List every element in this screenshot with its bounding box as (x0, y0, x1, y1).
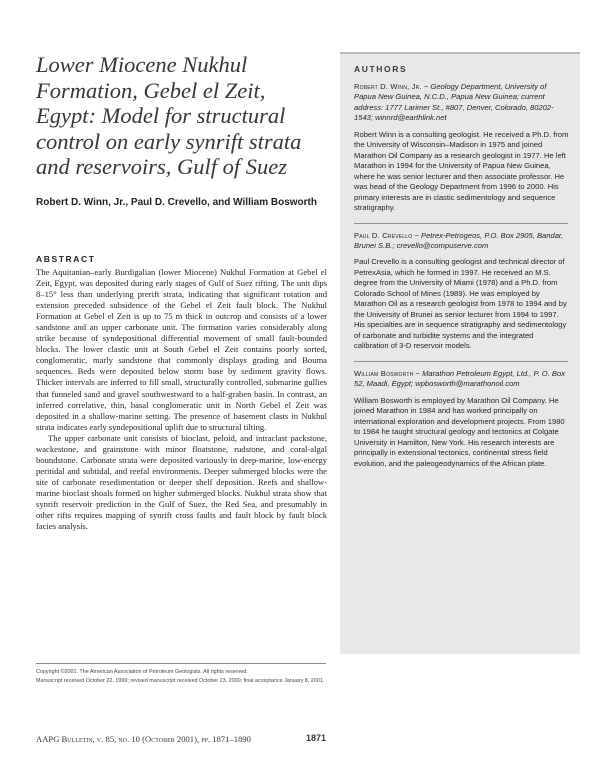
author-biography: William Bosworth is employed by Marathon Oil Company. He joined Marathon in 1984 and has worked principally on international exploration and development projects. From 1980 to 1984 he taught structural geology and tectonics at Colgate University in Hamilton, New York. His research interests are principally in extensional tectonics, continental stress field evolution, and the paleogeodynamics of the African plate. (354, 395, 565, 468)
article-title: Lower Miocene Nukhul Formation, Gebel el Zeit, Egypt: Model for structural control on early synrift strata and reservoirs, Gulf of Suez (36, 52, 302, 179)
abstract-heading: ABSTRACT (36, 254, 96, 264)
page-footer (36, 734, 326, 744)
author-name: William Bosworth (354, 368, 414, 378)
bio-divider (354, 361, 568, 362)
abstract-paragraph-2: The upper carbonate unit consists of bioclast, peloid, and intraclast packstone, wackestone, and grainstone with minor floatstone, rudstone, and coral-algal boundstone. Carbonate strata were deposited variously in deep-marine, low-energy peritidal and subtidal, and reefal environments. Deeper submerged blocks were the site of carbonate resedimentation or deeper shelf deposition. Reefs and shallow-marine bioclast shoals formed on higher submerged blocks. Nukhul strata show that synrift reservoir prediction in the Gulf of Suez, the Red Sea, and presumably in other rifts requires mapping of synrift cross faults and fault block by fault block facies analysis. (36, 432, 327, 532)
author-list: Robert D. Winn, Jr., Paul D. Crevello, and William Bosworth (36, 197, 317, 208)
bio-divider (354, 223, 568, 224)
author-bio-crevello (354, 231, 570, 352)
footnote (36, 663, 336, 686)
name-separator: ~ (412, 230, 422, 240)
footnote-rule (36, 663, 326, 664)
author-biography: Paul Crevello is a consulting geologist and technical director of PetrexAsia, which he formed in 1997. He received an M.S. degree from the University of Miami (1978) and a Ph.D. from Colorado School of Mines (1989). He was employed by Marathon Oil as a research geologist from 1978 to 1994 and by the University of Brunei as senior lecturer from 1994 to 1997. His specialties are in sequence stratigraphy and sedimentology of carbonate and turbidite systems and the integrated calibration of 3-D reservoir models. (354, 257, 567, 351)
authors-sidebar (340, 52, 580, 654)
author-name: Paul D. Crevello (354, 230, 413, 240)
authors-heading: AUTHORS (354, 64, 408, 74)
author-name: Robert D. Winn, Jr. (354, 82, 422, 91)
author-bio-bosworth (354, 369, 570, 469)
author-affiliation: Geology Department, University of Papua New Guinea, N.C.D., Papua New Guinea; current address: 1777 Larimer St., #807, Denver, Colorado, 80202-1543; winnrd@earthlink.net (354, 82, 554, 123)
author-affiliation-line (354, 82, 570, 124)
author-affiliation-line (354, 231, 570, 252)
name-separator: ~ (413, 368, 423, 378)
author-biography: Robert Winn is a consulting geologist. He received a Ph.D. from the University of Wisconsin–Madison in 1975 and joined Marathon Oil Company as a research geologist in 1977. He left Marathon in 1994 for the University of Papua New Guinea, where he was senior lecturer and then associate professor. He was head of the Geology Department from 1996 to 2000. His primary interests are in clastic sedimentology and sequence stratigraphy. (354, 129, 569, 213)
page-number: 1871 (305, 733, 326, 743)
author-bio-winn (354, 82, 570, 214)
copyright-notice: Copyright ©2001. The American Association of Petroleum Geologists. All rights reserved. (36, 669, 248, 675)
abstract-paragraph-1: The Aquitanian–early Burdigalian (lower Miocene) Nukhul Formation at Gebel el Zeit, Egypt, was deposited during early stages of Gulf of Suez rifting. The unit dips 8–15° less than underlying prerift strata, indicating that significant rotation and extension preceded subsidence of the Gebel el Zeit fault block. The Nukhul Formation at Gebel el Zeit is up to 75 m thick in outcrop and consists of a lower sandstone and an upper carbonate unit. The formation varies considerably along strike because of syndepositional differential movement of small fault-bounded blocks. The lower clastic unit at South Gebel el Zeit contains poorly sorted, conglomeratic, marly sandstone that commonly displays grading and Bouma sequences. Beds were deposited below storm base by sediment gravity flows. Thicker intervals are inferred to fill small, structurally controlled, submarine gullies that funneled sand and gravel southwestward to a half-graben basin. In contrast, an inferred correlative, thin, basal conglomeratic unit in North Gebel el Zeit was deposited in a shallow-marine setting. The presence of basement clasts in Nukhul strata indicates early syndepositional uplift due to structural tilting. (36, 267, 327, 432)
author-affiliation: Marathon Petroleum Egypt, Ltd., P. O. Box 52, Maadi, Egypt; wpbosworth@marathonoil.com (354, 368, 566, 389)
journal-citation: AAPG Bulletin, v. 85, no. 10 (October 2001), pp. 1871–1890 (36, 734, 251, 744)
manuscript-dates: Manuscript received October 22, 1999; revised manuscript received October 23, 2000; final acceptance January 8, 2001. (36, 678, 325, 684)
abstract-body (36, 267, 327, 532)
name-separator: ~ (421, 82, 431, 91)
author-affiliation: Petrex-Petrogeos, P.O. Box 2905, Bandar, Brunei S.B.; crevello@compuserve.com (354, 230, 564, 251)
author-affiliation-line (354, 369, 570, 390)
